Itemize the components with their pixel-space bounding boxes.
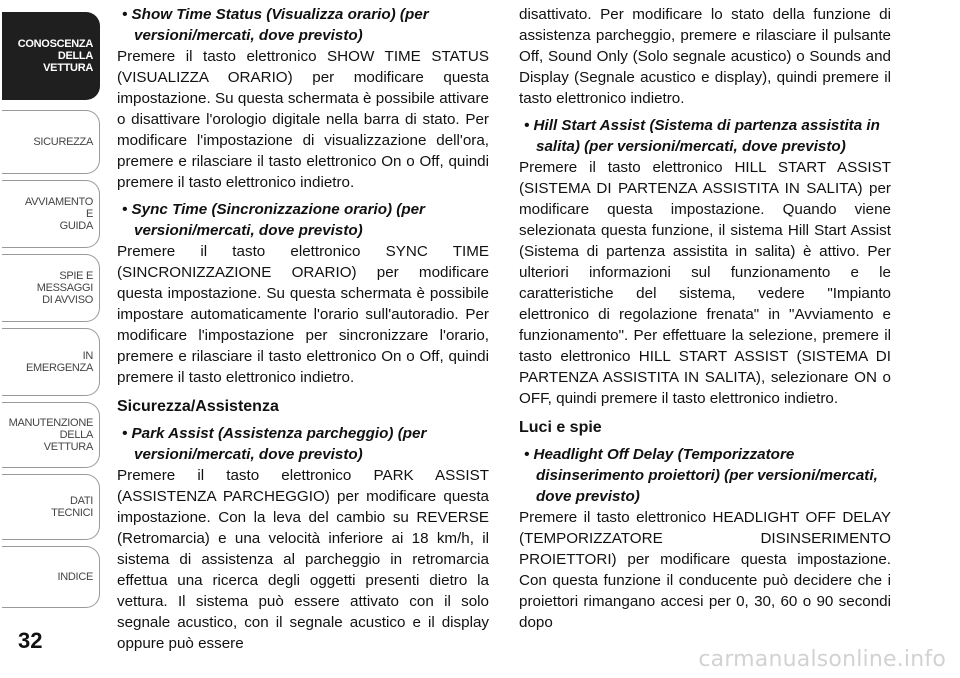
tab-spie-e-messaggi[interactable] xyxy=(2,254,100,322)
left-column xyxy=(117,4,489,654)
chapter-tab-sidebar xyxy=(0,0,103,678)
tab-label: INDICE xyxy=(57,571,93,583)
tab-indice[interactable] xyxy=(2,546,100,608)
tab-label: CONOSCENZA DELLA VETTURA xyxy=(17,38,93,74)
tab-avviamento-e-guida[interactable] xyxy=(2,180,100,248)
watermark: carmanualsonline.info xyxy=(698,647,946,672)
paragraph: Premere il tasto elettronico SYNC TIME (SINCRONIZZAZIONE ORARIO) per modificare questa impostazione. Su questa schermata è possibile impostare automaticamente l'orario sull'autoradio. Per modificare l'impostazione per sincronizzare l'orario, premere e rilasciare il tasto elettronico On o Off, quindi premere il tasto elettronico indietro. xyxy=(117,243,489,386)
paragraph: Premere il tasto elettronico PARK ASSIST (ASSISTENZA PARCHEGGIO) per modificare questa impostazione. Con la leva del cambio su REVERSE (Retromarcia) e una velocità inferiore ai 18 km/h, il sistema di assistenza al parcheggio in retromarcia effettua una ricerca degli oggetti presenti dietro la vettura. Il sistema può essere attivato con il solo segnale acustico, con il segnale acustico e il display oppure può essere xyxy=(117,467,489,652)
tab-label: MANUTENZIONE DELLA VETTURA xyxy=(8,417,93,453)
tab-in-emergenza[interactable] xyxy=(2,328,100,396)
paragraph: Premere il tasto elettronico HILL START ASSIST (SISTEMA DI PARTENZA ASSISTITA IN SALITA) per modificare questa impostazione. Quando viene selezionata questa funzione, il sistema Hill Start Assist (Sistema di partenza assistita in salita) è attivo. Per ulteriori informazioni sul funzionamento e le caratteristiche del sistema, vedere "Impianto elettronico di regolazione frenata" in "Avviamento e funzionamento". Per effettuare la selezione, premere il tasto elettronico HILL START ASSIST (SISTEMA DI PARTENZA ASSISTITA IN SALITA), selezionare ON o OFF, quindi premere il tasto elettronico indietro. xyxy=(519,159,891,407)
tab-label: DATI TECNICI xyxy=(51,495,93,519)
tab-label: IN EMERGENZA xyxy=(26,350,93,374)
section-heading: Sicurezza/Assistenza xyxy=(117,398,279,415)
right-column xyxy=(519,4,891,633)
tab-sicurezza[interactable] xyxy=(2,110,100,174)
tab-label: SPIE E MESSAGGI DI AVVISO xyxy=(36,270,93,306)
page-number: 32 xyxy=(18,628,43,653)
tab-label: AVVIAMENTO E GUIDA xyxy=(24,196,93,232)
bullet-title: • Hill Start Assist (Sistema di partenza assistita in salita) (per versioni/mercati, dove previsto) xyxy=(524,117,880,155)
bullet-title: • Park Assist (Assistenza parcheggio) (per versioni/mercati, dove previsto) xyxy=(122,425,427,463)
tab-dati-tecnici[interactable] xyxy=(2,474,100,540)
tab-label: SICUREZZA xyxy=(33,136,93,148)
paragraph: Premere il tasto elettronico HEADLIGHT OFF DELAY (TEMPORIZZATORE DISINSERIMENTO PROIETTORI) per modificare questa impostazione. Con questa funzione il conducente può decidere che i proiettori rimangano accesi per 0, 30, 60 o 90 secondi dopo xyxy=(519,509,891,631)
tab-manutenzione-della-vettura[interactable] xyxy=(2,402,100,468)
tab-conoscenza-della-vettura[interactable] xyxy=(2,12,100,100)
paragraph: disattivato. Per modificare lo stato della funzione di assistenza parcheggio, premere e rilasciare il pulsante Off, Sound Only (Solo segnale acustico) o Sounds and Display (Segnale acustico e display), quindi premere il tasto elettronico indietro. xyxy=(519,6,891,107)
bullet-title: • Headlight Off Delay (Temporizzatore disinserimento proiettori) (per versioni/mercati, dove previsto) xyxy=(524,446,878,505)
bullet-title: • Sync Time (Sincronizzazione orario) (per versioni/mercati, dove previsto) xyxy=(122,201,425,239)
bullet-title: • Show Time Status (Visualizza orario) (per versioni/mercati, dove previsto) xyxy=(122,6,429,44)
paragraph: Premere il tasto elettronico SHOW TIME STATUS (VISUALIZZA ORARIO) per modificare questa impostazione. Su questa schermata è possibile attivare o disattivare l'orologio digitale nella barra di stato. Per modificare l'impostazione di visualizzazione dell'ora, premere e rilasciare il tasto elettronico On o Off, quindi premere il tasto elettronico indietro. xyxy=(117,48,489,191)
section-heading: Luci e spie xyxy=(519,419,602,436)
